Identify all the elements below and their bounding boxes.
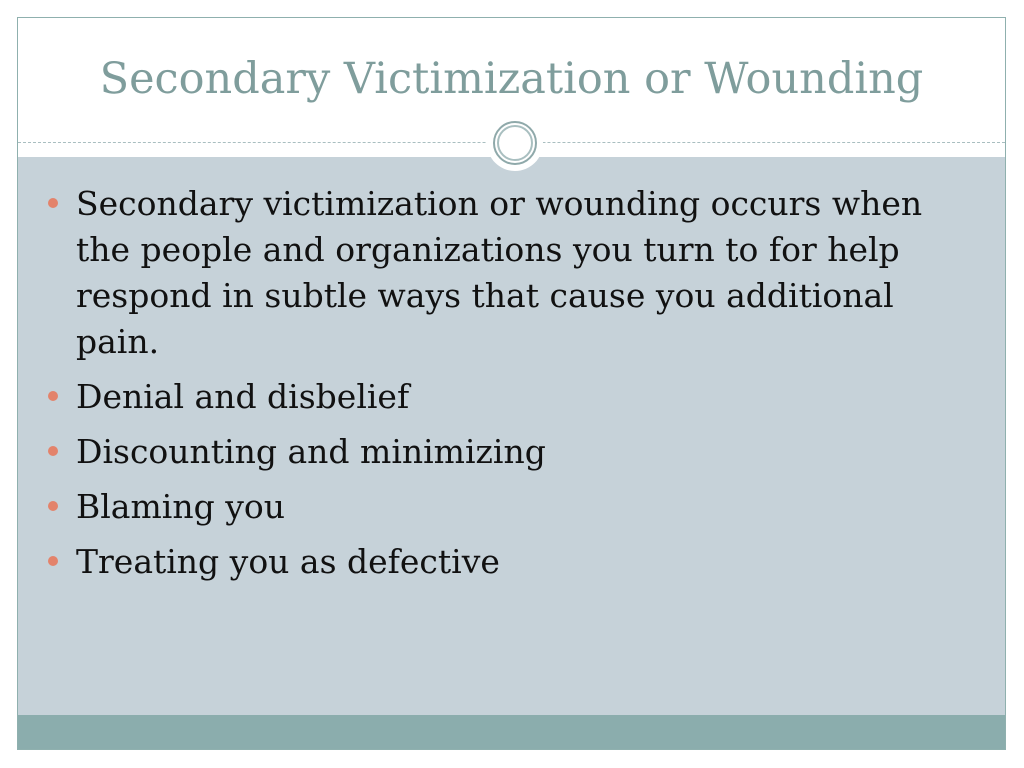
round-bullet-icon [48, 391, 58, 401]
bullet-text: Discounting and minimizing [76, 432, 546, 471]
bullet-list [48, 181, 938, 594]
round-bullet-icon [48, 501, 58, 511]
round-bullet-icon [48, 556, 58, 566]
slide-title: Secondary Victimization or Wounding [99, 54, 924, 104]
round-bullet-icon [48, 198, 58, 208]
bullet-item [48, 429, 938, 475]
bullet-item [48, 539, 938, 585]
bullet-item [48, 374, 938, 420]
ornament-outer-ring [493, 121, 537, 165]
slide [17, 17, 1006, 750]
bullet-text: Secondary victimization or wounding occurs when the people and organizations you turn to for help respond in subtle ways that cause you additional pain. [76, 184, 923, 361]
footer-bar [18, 715, 1005, 749]
bullet-item [48, 484, 938, 530]
bullet-item [48, 181, 938, 365]
round-bullet-icon [48, 446, 58, 456]
circle-ornament-icon [487, 115, 543, 171]
bullet-text: Denial and disbelief [76, 377, 410, 416]
ornament-inner-ring [497, 125, 533, 161]
bullet-text: Treating you as defective [76, 542, 500, 581]
bullet-text: Blaming you [76, 487, 285, 526]
